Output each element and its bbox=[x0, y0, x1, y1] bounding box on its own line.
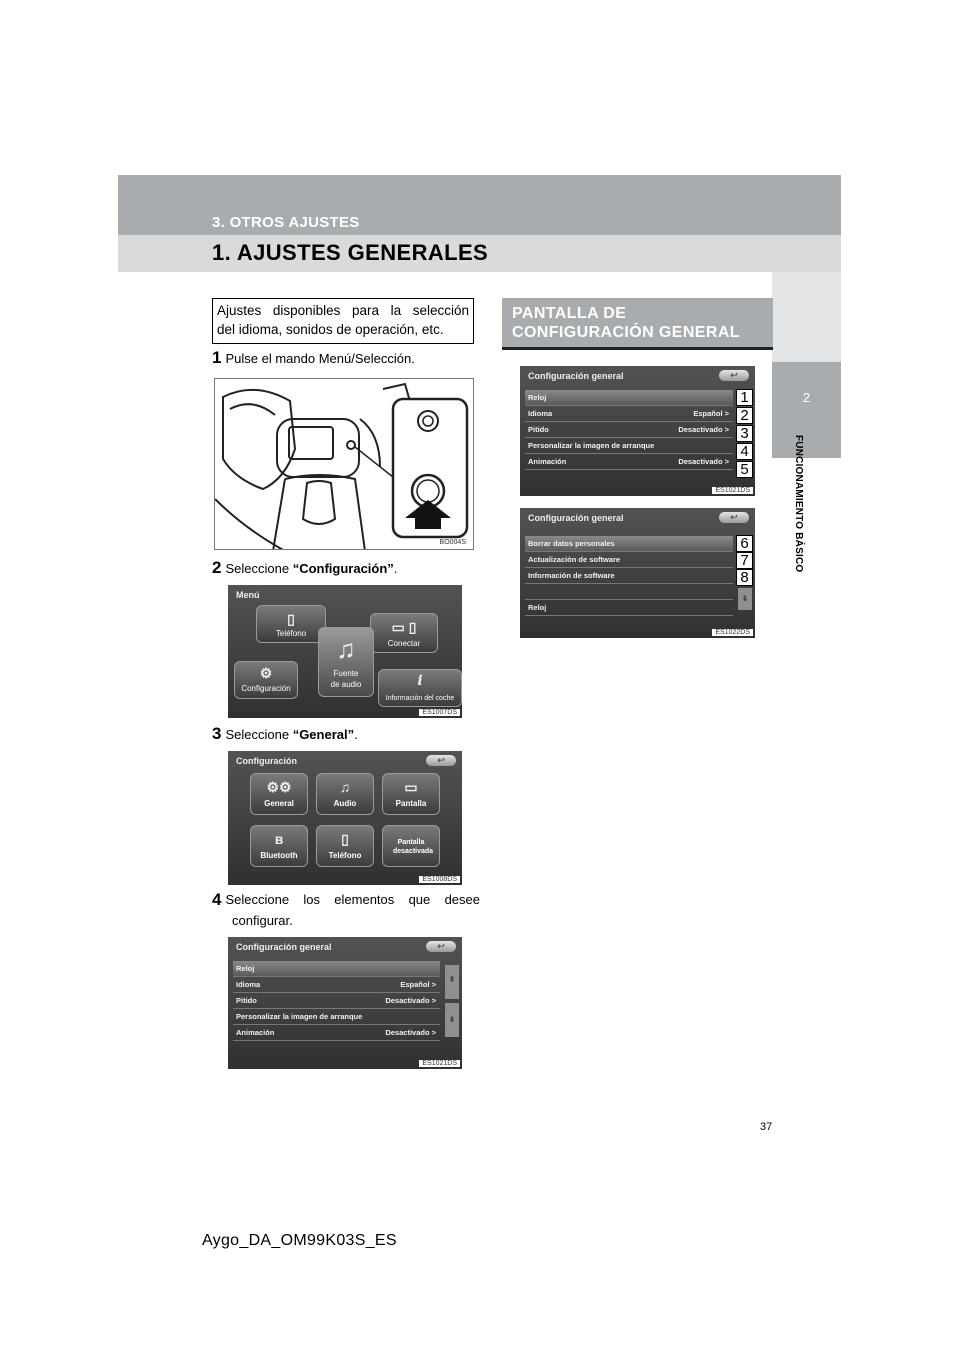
step-number: 1 bbox=[212, 348, 222, 367]
block-title-line: PANTALLA DE bbox=[512, 305, 627, 322]
step-number: 4 bbox=[212, 890, 222, 909]
row-label: Personalizar la imagen de arranque bbox=[528, 441, 655, 450]
config-tile-display-off[interactable] bbox=[382, 825, 440, 867]
row-value: Desactivado > bbox=[678, 425, 729, 434]
figure-general-right-2 bbox=[520, 508, 755, 638]
config-tile-audio[interactable] bbox=[316, 773, 374, 815]
scroll-down-button[interactable]: ⇟ bbox=[445, 1003, 459, 1037]
row-empty bbox=[525, 584, 733, 600]
back-button[interactable]: ↩ bbox=[719, 370, 749, 381]
callout-5: 5 bbox=[736, 461, 753, 478]
row-label: Idioma bbox=[236, 980, 261, 989]
step-suffix: . bbox=[354, 727, 358, 742]
config-tile-display[interactable] bbox=[382, 773, 440, 815]
callout-8: 8 bbox=[736, 569, 753, 586]
row-software-info[interactable] bbox=[525, 568, 733, 584]
row-startup-image[interactable] bbox=[525, 438, 733, 454]
tile-label: Teléfono bbox=[275, 629, 307, 638]
row-label: Animación bbox=[236, 1028, 275, 1037]
row-beep[interactable] bbox=[233, 993, 440, 1009]
tile-label: Fuente bbox=[333, 669, 359, 678]
screen-title: Menú bbox=[236, 590, 260, 600]
callout-1: 1 bbox=[736, 389, 753, 406]
tile-label: Conectar bbox=[387, 639, 421, 648]
row-beep[interactable] bbox=[525, 422, 733, 438]
tile-label: de audio bbox=[330, 680, 362, 689]
back-button[interactable]: ↩ bbox=[426, 755, 456, 766]
figure-menu bbox=[228, 585, 462, 718]
figure-code: ES1022DS bbox=[712, 629, 753, 636]
tile-label: General bbox=[264, 799, 294, 808]
console-illustration bbox=[215, 379, 474, 550]
row-language[interactable] bbox=[525, 406, 733, 422]
figure-code: ES1008DS bbox=[419, 876, 460, 883]
step-3 bbox=[212, 724, 358, 744]
menu-vehicle-info-tile[interactable] bbox=[378, 669, 462, 707]
tile-label: Pantalla desactivada bbox=[393, 839, 434, 855]
chapter-number: 2 bbox=[802, 390, 811, 405]
screen-title: Configuración bbox=[236, 756, 297, 766]
figure-console bbox=[214, 378, 474, 550]
screen-title: Configuración general bbox=[528, 513, 624, 523]
row-startup-image[interactable] bbox=[233, 1009, 440, 1025]
menu-connect-tile[interactable] bbox=[370, 613, 438, 653]
tile-label: Configuración bbox=[241, 684, 291, 693]
row-label: Reloj bbox=[236, 964, 255, 973]
callout-6: 6 bbox=[736, 535, 753, 552]
callout-4: 4 bbox=[736, 443, 753, 460]
row-software-update[interactable] bbox=[525, 552, 733, 568]
step-emphasis: “General” bbox=[292, 727, 355, 742]
figure-config bbox=[228, 751, 462, 885]
figure-code: ES1021DS bbox=[419, 1060, 460, 1067]
document-code: Aygo_DA_OM99K03S_ES bbox=[202, 1232, 397, 1249]
side-tab bbox=[772, 362, 841, 458]
page-title: 1. AJUSTES GENERALES bbox=[212, 240, 489, 265]
screen-title: Configuración general bbox=[236, 942, 332, 952]
intro-line: Ajustes disponibles para la selección bbox=[217, 303, 469, 318]
connect-icon: ▭ ▯ bbox=[391, 619, 417, 635]
step-2 bbox=[212, 558, 397, 578]
step-1 bbox=[212, 348, 415, 368]
tile-label: Información del coche bbox=[385, 695, 455, 702]
row-animation[interactable] bbox=[233, 1025, 440, 1041]
config-tile-general[interactable] bbox=[250, 773, 308, 815]
callout-3: 3 bbox=[736, 425, 753, 442]
step-prefix: Seleccione bbox=[225, 561, 293, 576]
block-title-line: CONFIGURACIÓN GENERAL bbox=[512, 324, 740, 341]
figure-code: ES1007DS bbox=[419, 709, 460, 716]
figure-general-left bbox=[228, 937, 462, 1069]
callout-2: 2 bbox=[736, 407, 753, 424]
tile-label: Teléfono bbox=[328, 851, 362, 860]
config-tile-phone[interactable] bbox=[316, 825, 374, 867]
bluetooth-icon: ʙ bbox=[274, 831, 284, 847]
back-button[interactable]: ↩ bbox=[426, 941, 456, 952]
row-language[interactable] bbox=[233, 977, 440, 993]
row-label: Idioma bbox=[528, 409, 553, 418]
row-label: Reloj bbox=[528, 603, 547, 612]
row-value: Español > bbox=[400, 980, 436, 989]
menu-phone-tile[interactable] bbox=[256, 605, 326, 643]
config-tile-bluetooth[interactable] bbox=[250, 825, 308, 867]
row-label: Actualización de software bbox=[528, 555, 621, 564]
row-label: Pitido bbox=[528, 425, 549, 434]
scroll-up-button[interactable]: ⇞ bbox=[445, 965, 459, 999]
step-number: 3 bbox=[212, 724, 222, 743]
figure-code: ES1021DS bbox=[712, 487, 753, 494]
row-clock[interactable] bbox=[525, 390, 733, 406]
row-value: Español > bbox=[693, 409, 729, 418]
row-label: Pitido bbox=[236, 996, 257, 1005]
row-value: Desactivado > bbox=[678, 457, 729, 466]
back-button[interactable]: ↩ bbox=[719, 512, 749, 523]
block-title bbox=[502, 298, 773, 350]
page-number: 37 bbox=[760, 1121, 773, 1133]
step-4 bbox=[212, 890, 480, 931]
gear-icon: ⚙⚙ bbox=[266, 779, 292, 795]
step-suffix: . bbox=[393, 561, 398, 576]
chapter-label: FUNCIONAMIENTO BÁSICO bbox=[793, 435, 804, 573]
row-clock[interactable] bbox=[525, 600, 733, 616]
figure-general-right-1 bbox=[520, 366, 755, 496]
row-label: Reloj bbox=[528, 393, 547, 402]
tile-label: Bluetooth bbox=[260, 851, 298, 860]
screen-title: Configuración general bbox=[528, 371, 624, 381]
row-animation[interactable] bbox=[525, 454, 733, 470]
row-clock[interactable] bbox=[233, 961, 440, 977]
row-label: Borrar datos personales bbox=[528, 539, 615, 548]
menu-settings-tile[interactable] bbox=[234, 661, 298, 699]
figure-code: BO004S bbox=[437, 539, 469, 546]
step-emphasis: “Configuración” bbox=[292, 561, 394, 576]
step-number: 2 bbox=[212, 558, 222, 577]
row-label: Animación bbox=[528, 457, 567, 466]
step-prefix: Seleccione bbox=[225, 727, 293, 742]
intro-line: del idioma, sonidos de operación, etc. bbox=[217, 322, 444, 337]
phone-icon: ▯ bbox=[287, 611, 295, 627]
side-tab-top bbox=[772, 272, 841, 362]
section-label: 3. OTROS AJUSTES bbox=[212, 214, 360, 231]
scroll-down-button[interactable]: ⇟ bbox=[738, 588, 752, 610]
row-value: Desactivado > bbox=[385, 996, 436, 1005]
display-icon: ▭ bbox=[404, 779, 418, 795]
row-value: Desactivado > bbox=[385, 1028, 436, 1037]
step-text: configurar. bbox=[232, 913, 293, 928]
row-delete-personal-data[interactable] bbox=[525, 536, 733, 552]
step-text: Seleccione los elementos que desee bbox=[225, 892, 480, 907]
tile-label: Pantalla bbox=[395, 799, 427, 808]
gear-icon: ⚙ bbox=[259, 665, 273, 681]
music-note-icon: ♫ bbox=[336, 634, 356, 664]
music-note-icon: ♫ bbox=[339, 779, 351, 795]
info-icon: i bbox=[417, 673, 423, 689]
row-label: Información de software bbox=[528, 571, 615, 580]
tile-label: Audio bbox=[333, 799, 357, 808]
menu-audio-tile[interactable] bbox=[318, 627, 374, 697]
intro-box bbox=[212, 298, 474, 344]
step-text: Pulse el mando Menú/Selección. bbox=[225, 351, 415, 366]
phone-icon: ▯ bbox=[341, 831, 349, 847]
callout-7: 7 bbox=[736, 552, 753, 569]
row-label: Personalizar la imagen de arranque bbox=[236, 1012, 363, 1021]
